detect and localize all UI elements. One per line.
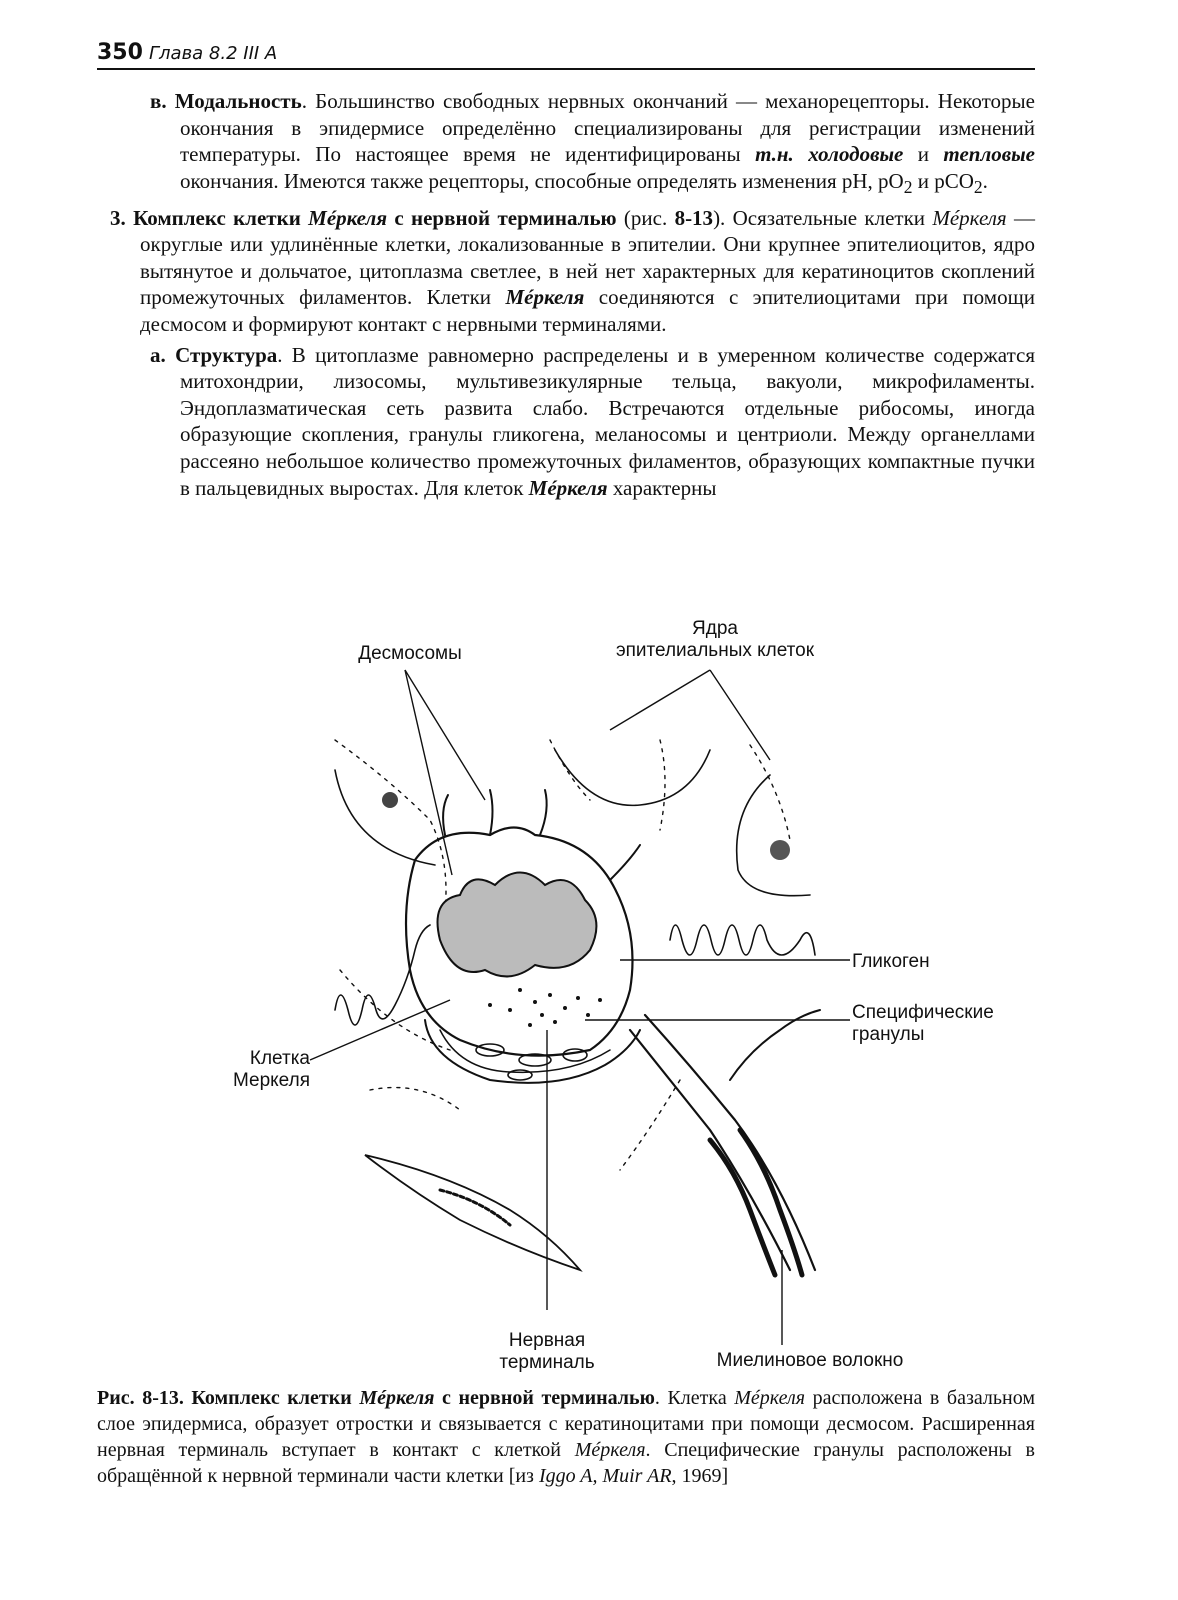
merkel-cell-figure [190,610,1040,1380]
label-terminal-line2: терминаль [499,1352,595,1373]
section-title: Модальность [174,89,302,113]
label-merkel-line1: Клетка [249,1048,310,1069]
figure-reference: 8-13 [674,205,714,230]
chapter-reference: Глава 8.2 III А [149,43,278,64]
list-marker: 3. [110,205,126,230]
paragraph-modality: в. Модальность. Большинство свободных нервных окончаний — механорецепторы. Некоторые окончания в эпидермисе определённо специализированы для регистрации изменений температуры. По настоящее время не идентифицированы т.н. холодовые и тепловые окончания. Имеются также рецепторы, способные определять изменения рН, $рО_2$ и рСО$_2$. [150,89,1035,197]
merkel-cell-illustration [190,610,1040,1380]
figure-caption: Рис. 8-13. Комплекс клетки Мéркеля с нервной терминалью. Клетка Мéркеля расположена в базальном слое эпидермиса, образует отростки и связывается с кератиноцитами при помощи десмосом. Расширенная нервная терминаль вступает в контакт с клеткой Мéркеля. Специфические гранулы расположены в обращённой к нервной терминали части клетки [из Iggo A, Muir AR, 1969] [97,1387,1036,1487]
label-myelin: Миелиновое волокно [716,1350,904,1371]
paragraph-structure: а. Структура. В цитоплазме равномерно распределены и в умеренном количестве содержатся митохондрии, лизосомы, мультивезикулярные тельца, вакуоли, микрофиламенты. Эндоплазматическая сеть развита слабо. Встречаются отдельные рибосомы, иногда образующие скопления, гранулы гликогена, меланосомы и центриоли. Между органеллами рассеяно небольшое количество промежуточных филаментов, образующих компактные пучки в пальцевидных выростах. Для клеток Мéркеля характерны [150,342,1036,500]
label-granules-line1: Специфические [852,1002,994,1023]
paragraph-merkel-complex: 3. Комплекс клетки Мéркеля с нервной терминалью (рис. 8-13). Осязательные клетки Мéркеля — округлые или удлинённые клетки, локализованные в эпителии. Они крупнее эпителиоцитов, ядро вытянутое и дольчатое, цитоплазма светлее, в ней нет характерных для кератиноцитов скоплений промежуточных филаментов. Клетки Мéркеля соединяются с эпителиоцитами при помощи десмосом и формируют контакт с нервными терминалями. [110,205,1036,336]
page-number: 350 [97,40,143,65]
label-nuclei-line1: Ядра [692,618,738,639]
label-merkel-line2: Меркеля [232,1070,310,1091]
label-nuclei-line2: эпителиальных клеток [615,640,815,661]
list-marker: в. [150,89,167,113]
label-granules-line2: гранулы [852,1024,925,1045]
label-terminal-line1: Нервная [508,1330,586,1351]
list-marker: а. [150,342,166,367]
label-desmosomes: Десмосомы [358,643,462,664]
section-title: Структура [175,342,278,367]
label-glycogen: Гликоген [852,951,930,972]
body-text [110,88,1036,505]
page-header [97,40,1035,70]
